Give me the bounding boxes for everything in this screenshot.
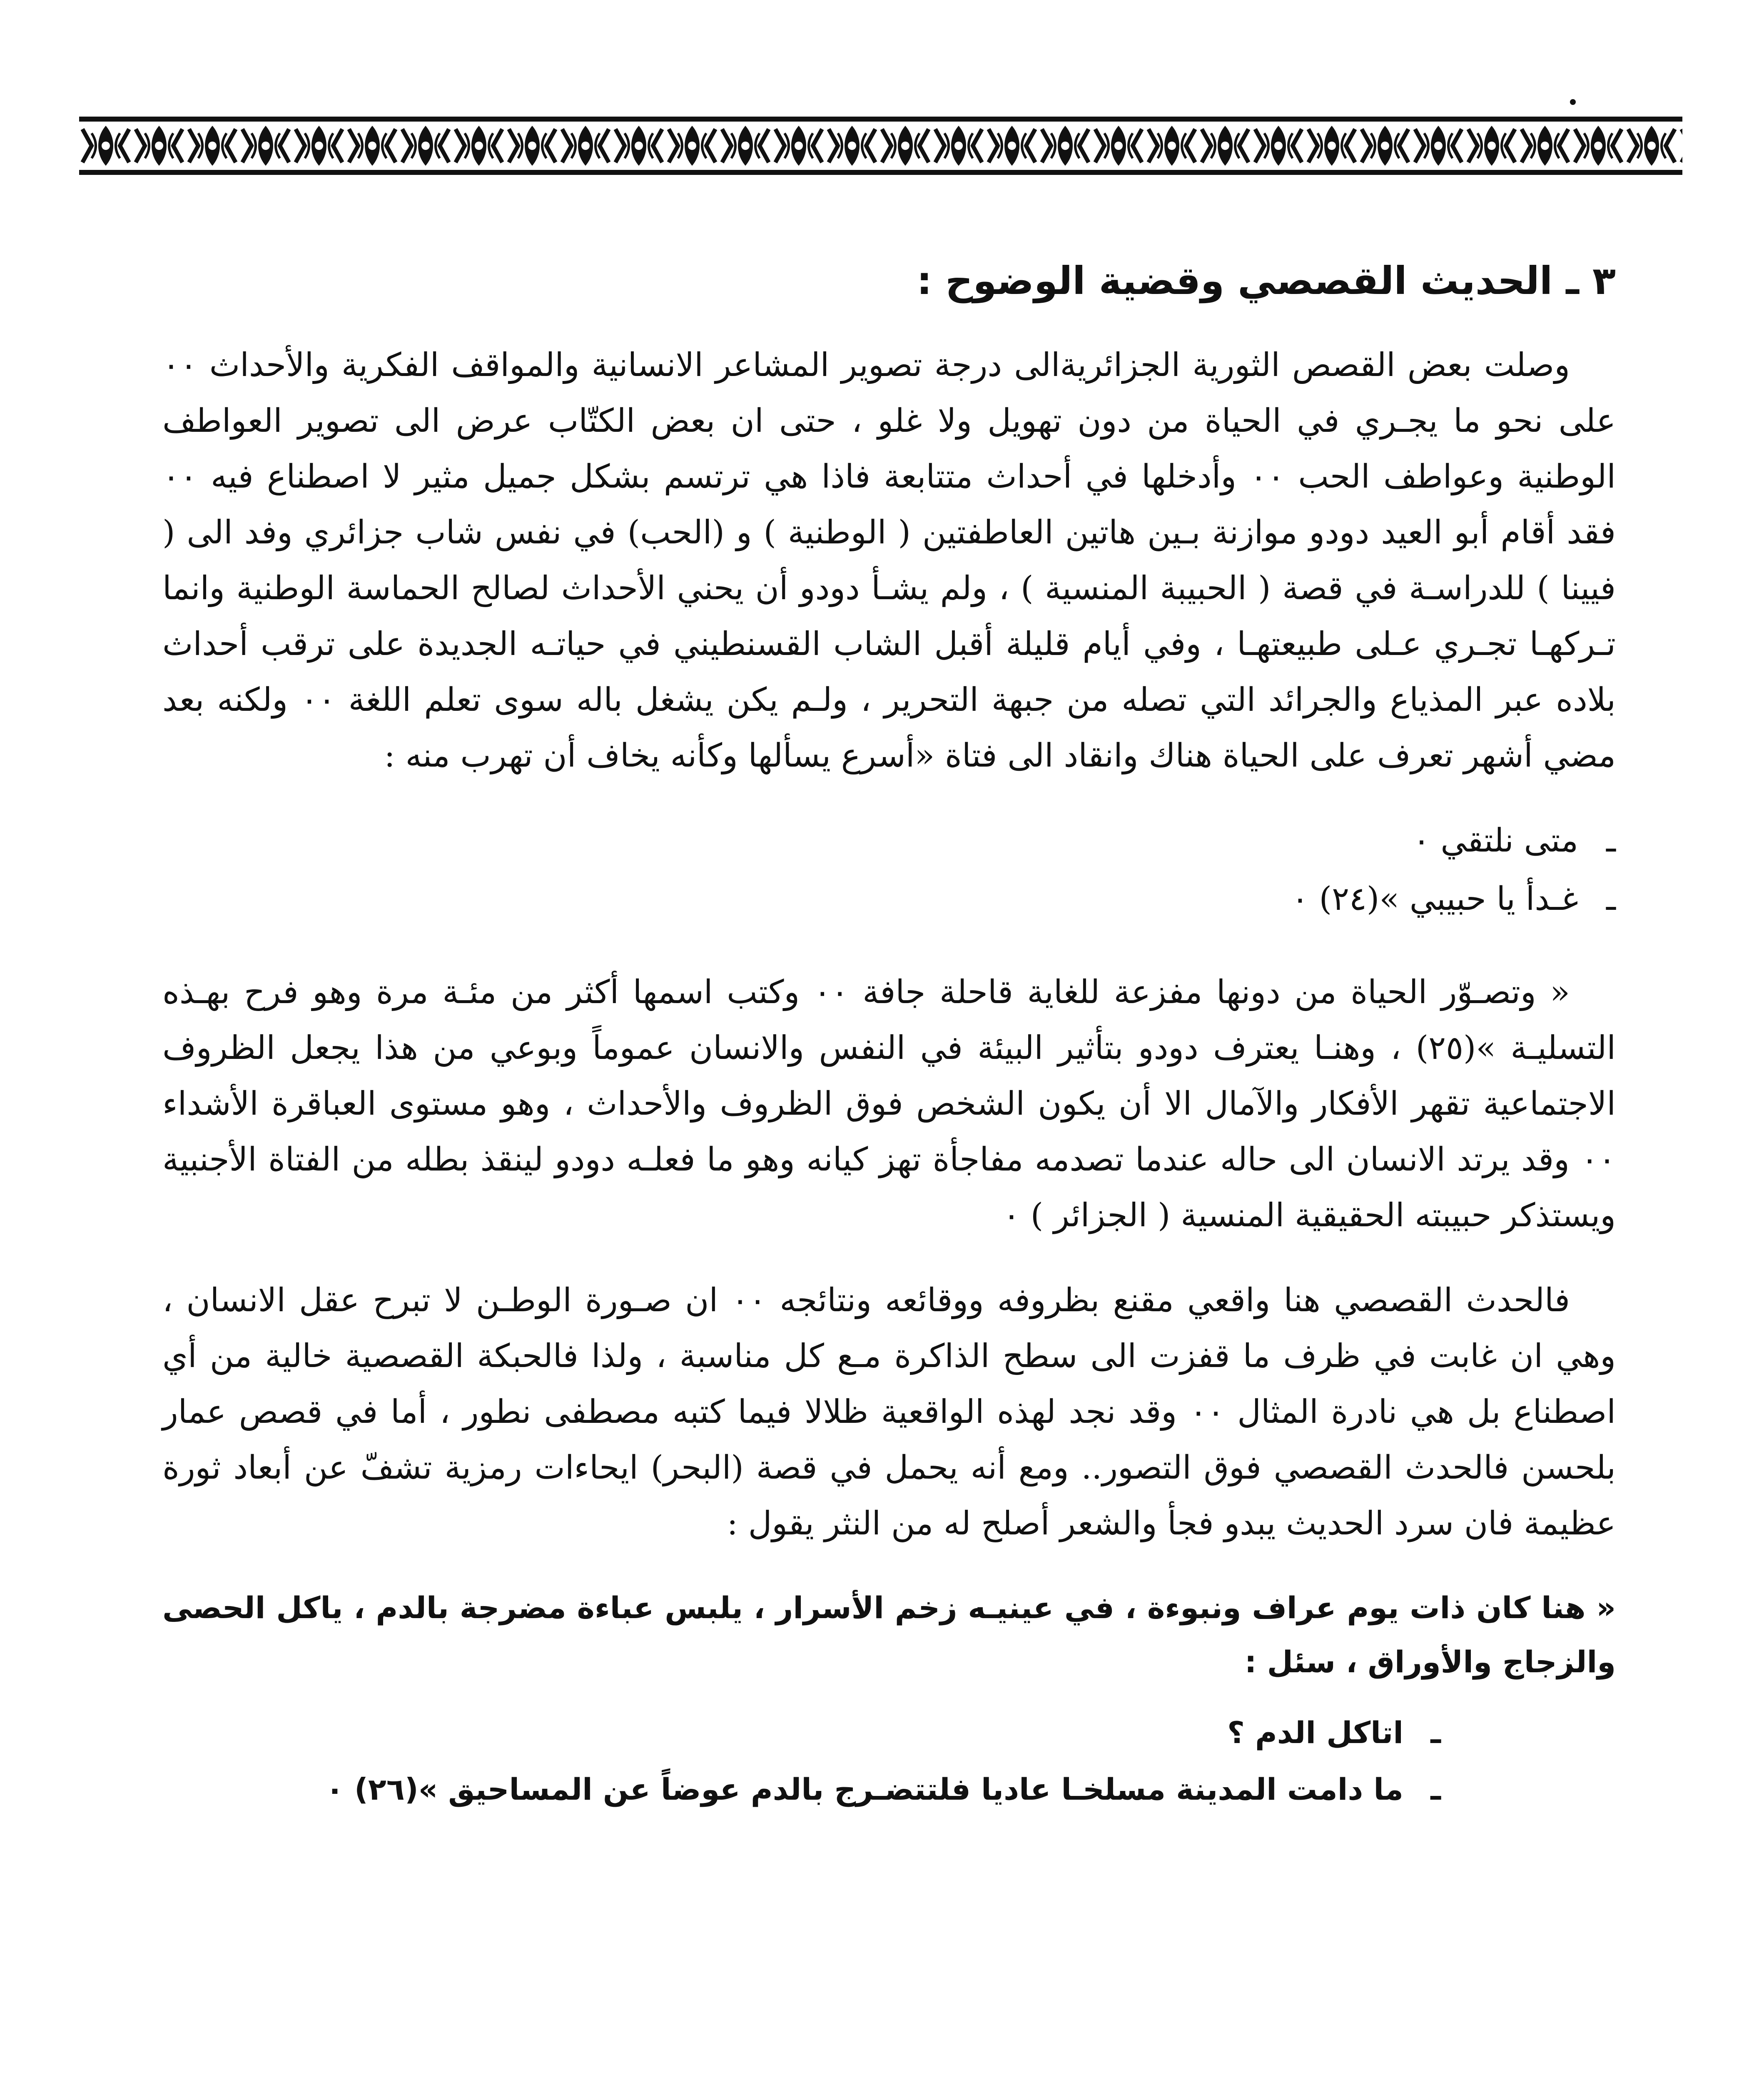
quotation: « هنا كان ذات يوم عراف ونبوءة ، في عينيـه زخم الأسرار ، يلبس عباءة مضرجة بالدم ، ياكل الحصى والزجاج والأوراق ، سئل : xyxy=(162,1590,1616,1679)
dialogue-line: ـاتاكل الدم ؟ xyxy=(1227,1715,1441,1750)
dialogue-1 xyxy=(162,813,1616,927)
paragraph-2: « وتصـوّر الحياة من دونها مفزعة للغاية قاحلة جافة ٠٠ وكتب اسمها أكثر من مئـة مرة وهو فرح بهـذه التسليـة »(٢٥) ، وهنـا يعترف دودو بتأثير البيئة في النفس والانسان عموماً وبوعي من هذا يجعل الظروف الاجتماعية تقهر الأفكار والآمال الا أن يكون الشخص فوق الظروف والأحداث ، وهو مستوى العباقرة الأشداء ٠٠ وقد يرتد الانسان الى حاله عندما تصدمه مفاجأة تهز كيانه وهو ما فعلـه دودو لينقذ بطله من الفتاة الأجنبية ويستذكر حبيبته الحقيقية المنسية ( الجزائر ) ٠ xyxy=(162,974,1616,1234)
page-body xyxy=(162,250,1616,1854)
paragraph-3: فالحدث القصصي هنا واقعي مقنع بظروفه ووقائعه ونتائجه ٠٠ ان صـورة الوطـن لا تبرح عقل الانسان ، وهي ان غابت في ظرف ما قفزت الى سطح الذاكرة مـع كل مناسبة ، ولذا فالحبكة القصصية خالية من أي اصطناع بل هي نادرة المثال ٠٠ وقد نجد لهذه الواقعية ظلالا فيما كتبه مصطفى نطور ، أما في قصص عمار بلحسن فالحدث القصصي فوق التصور.. ومع أنه يحمل في قصة (البحر) ايحاءات رمزية تشفّ عن أبعاد ثورة عظيمة فان سرد الحديث يبدو فجأ والشعر أصلح له من النثر يقول : xyxy=(162,1282,1616,1542)
ornamental-border xyxy=(79,117,1682,175)
section-heading: ٣ ـ الحديث القصصي وقضية الوضوح : xyxy=(917,259,1616,303)
ink-dot xyxy=(1570,99,1576,105)
dialogue-line: ـمتى نلتقي ٠ xyxy=(1413,822,1616,859)
paragraph-1: وصلت بعض القصص الثورية الجزائريةالى درجة تصوير المشاعر الانسانية والمواقف الفكرية والأحداث ٠٠ على نحو ما يجـري في الحياة من دون تهويل ولا غلو ، حتى ان بعض الكتّاب عرض الى تصوير العواطف الوطنية وعواطف الحب ٠٠ وأدخلها في أحداث متتابعة فاذا هي ترتسم بشكل جميل مثير لا اصطناع فيه ٠٠ فقد أقام أبو العيد دودو موازنة بـين هاتين العاطفتين ( الوطنية ) و (الحب) في نفس شاب جزائري وفد الى ( فيينا ) للدراسـة في قصة ( الحبيبة المنسية ) ، ولم يشـأ دودو أن يحني الأحداث لصالح الحماسة الوطنية وانما تـركهـا تجـري عـلى طبيعتهـا ، وفي أيام قليلة أقبل الشاب القسنطيني في حياتـه الجديدة على ترقب أحداث بلاده عبر المذياع والجرائد التي تصله من جبهة التحرير ، ولـم يكن يشغل باله سوى تعلم اللغة ٠٠ ولكنه بعد مضي أشهر تعرف على الحياة هناك وانقاد الى فتاة «أسرع يسألها وكأنه يخاف أن تهرب منه : xyxy=(162,346,1616,775)
dialogue-2 xyxy=(162,1706,1441,1816)
dialogue-line: ـغـدأ يا حبيبي »(٢٤) ٠ xyxy=(1291,880,1616,918)
dialogue-line: ـما دامت المدينة مسلخـا عاديا فلتتضـرج بالدم عوضاً عن المساحيق »(٢٦) ٠ xyxy=(325,1772,1441,1807)
ornament-svg xyxy=(79,117,1682,175)
